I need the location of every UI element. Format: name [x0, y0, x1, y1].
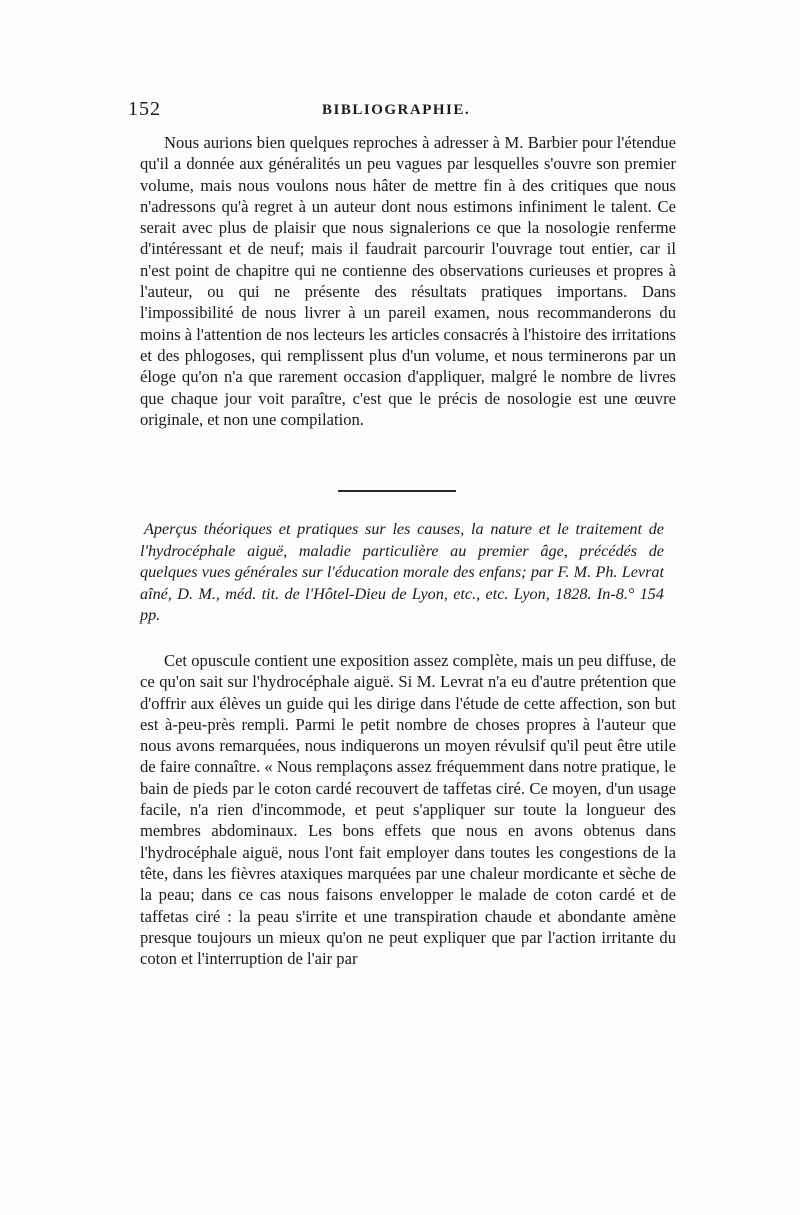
- section-divider: [338, 490, 456, 492]
- bibliographic-entry: Aperçus théoriques et pratiques sur les causes, la nature et le traitement de l'hydrocéphale aiguë, maladie particulière au premier âge, précédés de quelques vues générales sur l'éducation morale des enfans; par F. M. Ph. Levrat aîné, D. M., méd. tit. de l'Hôtel-Dieu de Lyon, etc., etc. Lyon, 1828. In-8.° 154 pp.: [140, 520, 664, 624]
- review-paragraph-levrat: Cet opuscule contient une exposition assez complète, mais un peu diffuse, de ce qu'on sait sur l'hydrocéphale aiguë. Si M. Levrat n'a eu d'autre prétention que d'offrir aux élèves un guide qui les dirige dans l'étude de cette affection, son but est à-peu-près rempli. Parmi le petit nombre de choses propres à l'auteur que nous avons remarquées, nous indiquerons un moyen révulsif qu'il peut être utile de faire connaître. « Nous remplaçons assez fréquemment dans notre pratique, le bain de pieds par le coton cardé recouvert de taffetas ciré. Ce moyen, d'un usage facile, n'a rien d'incommode, et peut s'appliquer sur toute la longueur des membres abdominaux. Les bons effets que nous en avons obtenus dans l'hydrocéphale aiguë, nous l'ont fait employer dans toutes les congestions de la tête, dans les fièvres ataxiques marquées par une chaleur mordicante et sèche de la peau; dans ce cas nous faisons envelopper le malade de coton cardé et de taffetas ciré : la peau s'irrite et une transpiration chaude et abondante amène presque toujours un mieux qu'on ne peut expliquer que par l'action irritante du coton et l'interruption de l'air par: [140, 651, 676, 969]
- running-head: [128, 98, 676, 124]
- running-title: BIBLIOGRAPHIE.: [322, 102, 471, 118]
- review-paragraph-barbier: Nous aurions bien quelques reproches à adresser à M. Barbier pour l'étendue qu'il a donnée aux généralités un peu vagues par lesquelles s'ouvre son premier volume, mais nous voulons nous hâter de mettre fin à des critiques que nous n'adressons qu'à regret à un auteur dont nous estimons infiniment le talent. Ce serait avec plus de plaisir que nous signalerions ce que la nosologie renferme d'intéressant et de neuf; mais il faudrait parcourir l'ouvrage tout entier, car il n'est point de chapitre qui ne contienne des observations curieuses et propres à l'auteur, ou qui ne présente des résultats pratiques importans. Dans l'impossibilité de nous livrer à un pareil examen, nous recommanderons du moins à l'attention de nos lecteurs les articles consacrés à l'histoire des irritations et des phlogoses, qui remplissent plus d'un volume, et nous terminerons par un éloge qu'on n'a que rarement occasion d'appliquer, malgré le nombre de livres que chaque jour voit paraître, c'est que le précis de nosologie est une œuvre originale, et non une compilation.: [140, 133, 676, 429]
- page-number: 152: [128, 98, 161, 120]
